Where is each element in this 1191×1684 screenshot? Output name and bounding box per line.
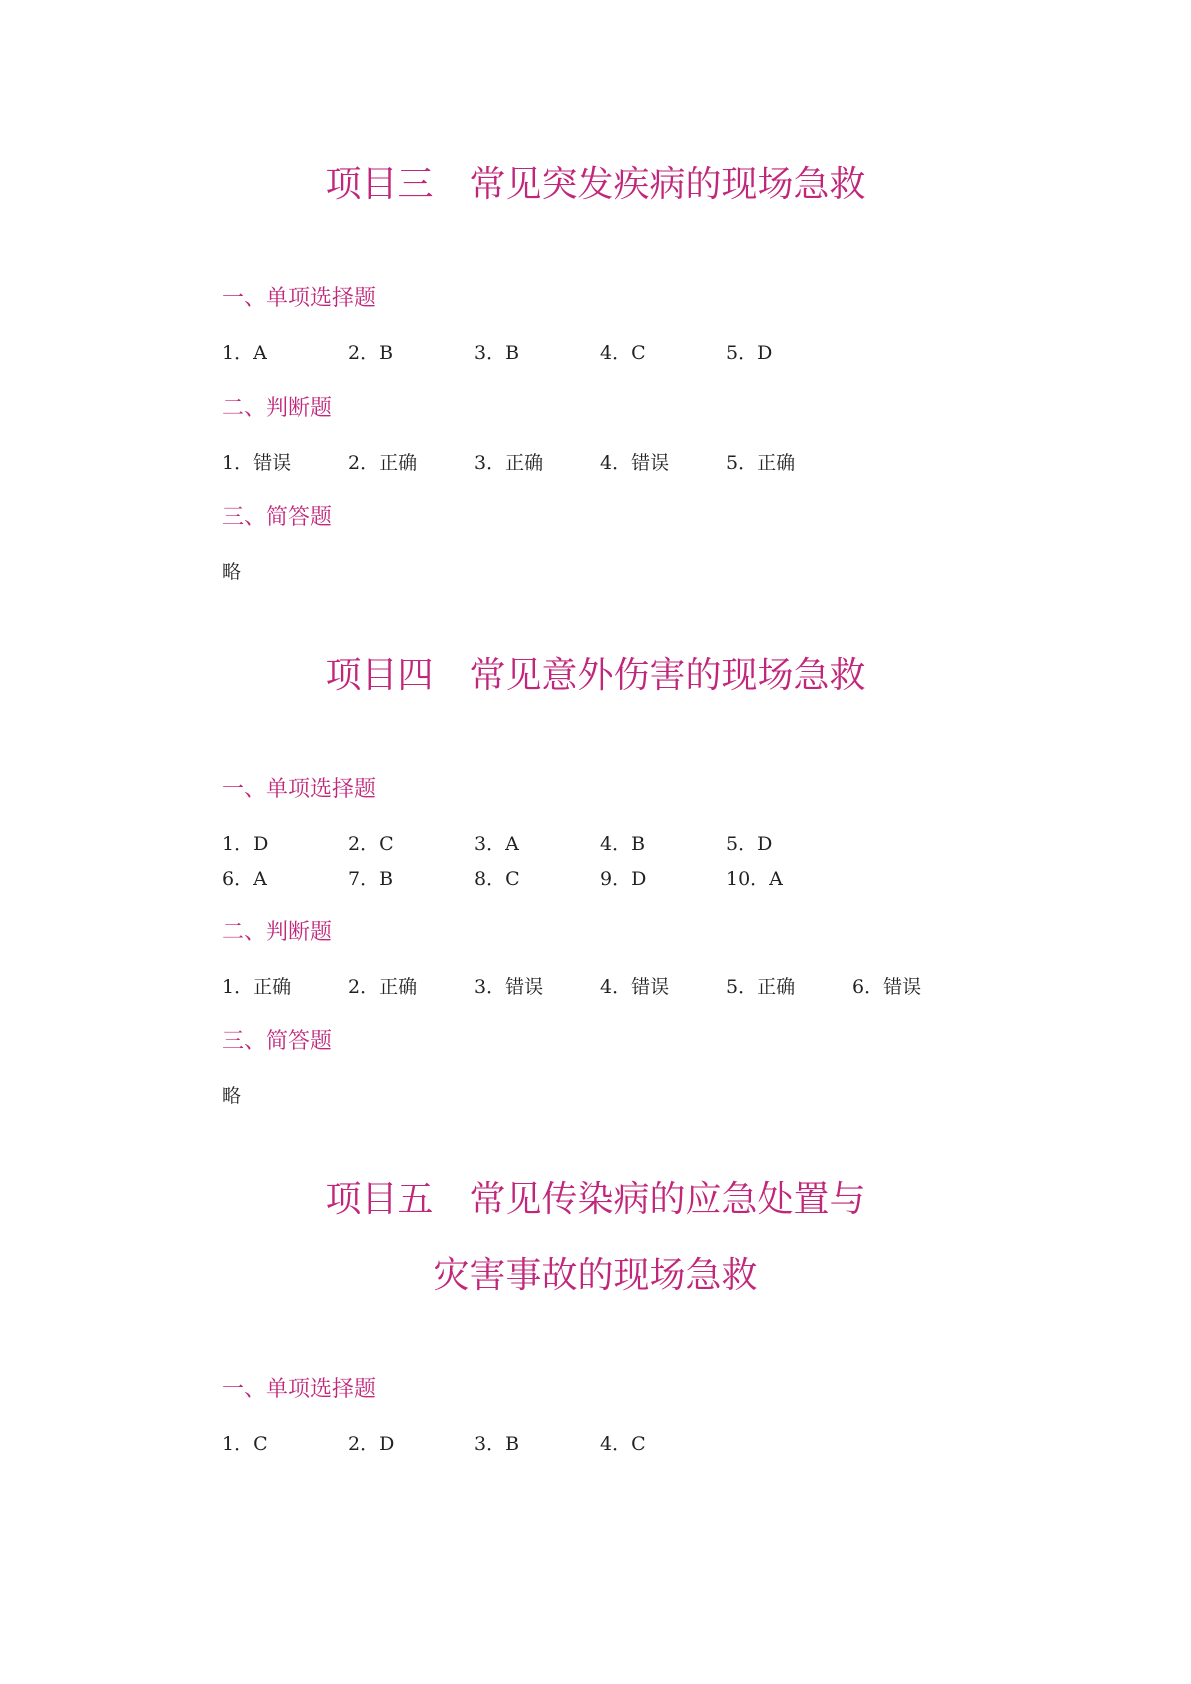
answer-item: 2．正确 (348, 976, 418, 998)
answer-item: 2．D (348, 1433, 395, 1455)
answer-item: 4．错误 (600, 976, 670, 998)
short-answer-omitted: 略 (222, 561, 242, 583)
answer-item: 7．B (348, 868, 394, 890)
answer-item: 5．正确 (726, 452, 796, 474)
answer-item: 2．B (348, 342, 394, 364)
answer-item: 4．C (600, 1433, 646, 1455)
answer-item: 2．正确 (348, 452, 418, 474)
section-heading-short-answer: 三、简答题 (222, 1029, 333, 1054)
answer-item: 4．C (600, 342, 646, 364)
answer-item: 3．错误 (474, 976, 544, 998)
answer-item: 3．A (474, 833, 519, 855)
answer-item: 6．错误 (852, 976, 922, 998)
chapter-title-project-5-line-2: 灾害事故的现场急救 (433, 1255, 758, 1296)
answer-item: 10．A (726, 868, 783, 890)
answer-item: 3．B (474, 1433, 520, 1455)
short-answer-omitted: 略 (222, 1085, 242, 1107)
section-heading-true-false: 二、判断题 (222, 920, 333, 945)
chapter-title-project-3: 项目三 常见突发疾病的现场急救 (325, 164, 866, 205)
answer-item: 5．D (726, 342, 773, 364)
answer-item: 1．D (222, 833, 269, 855)
chapter-title-project-5: 项目五 常见传染病的应急处置与 (325, 1179, 866, 1220)
answer-item: 4．B (600, 833, 646, 855)
answer-item: 9．D (600, 868, 647, 890)
answer-item: 1．错误 (222, 452, 292, 474)
answer-item: 3．正确 (474, 452, 544, 474)
answer-item: 4．错误 (600, 452, 670, 474)
answer-item: 6．A (222, 868, 267, 890)
section-heading-single-choice: 一、单项选择题 (222, 286, 377, 311)
answer-item: 3．B (474, 342, 520, 364)
section-heading-short-answer: 三、简答题 (222, 505, 333, 530)
section-heading-true-false: 二、判断题 (222, 396, 333, 421)
answer-item: 1．C (222, 1433, 268, 1455)
answer-item: 1．A (222, 342, 267, 364)
answer-item: 8．C (474, 868, 520, 890)
section-heading-single-choice: 一、单项选择题 (222, 1377, 377, 1402)
chapter-title-project-4: 项目四 常见意外伤害的现场急救 (325, 655, 866, 696)
answer-item: 5．D (726, 833, 773, 855)
answer-item: 2．C (348, 833, 394, 855)
answer-item: 5．正确 (726, 976, 796, 998)
answer-item: 1．正确 (222, 976, 292, 998)
section-heading-single-choice: 一、单项选择题 (222, 777, 377, 802)
